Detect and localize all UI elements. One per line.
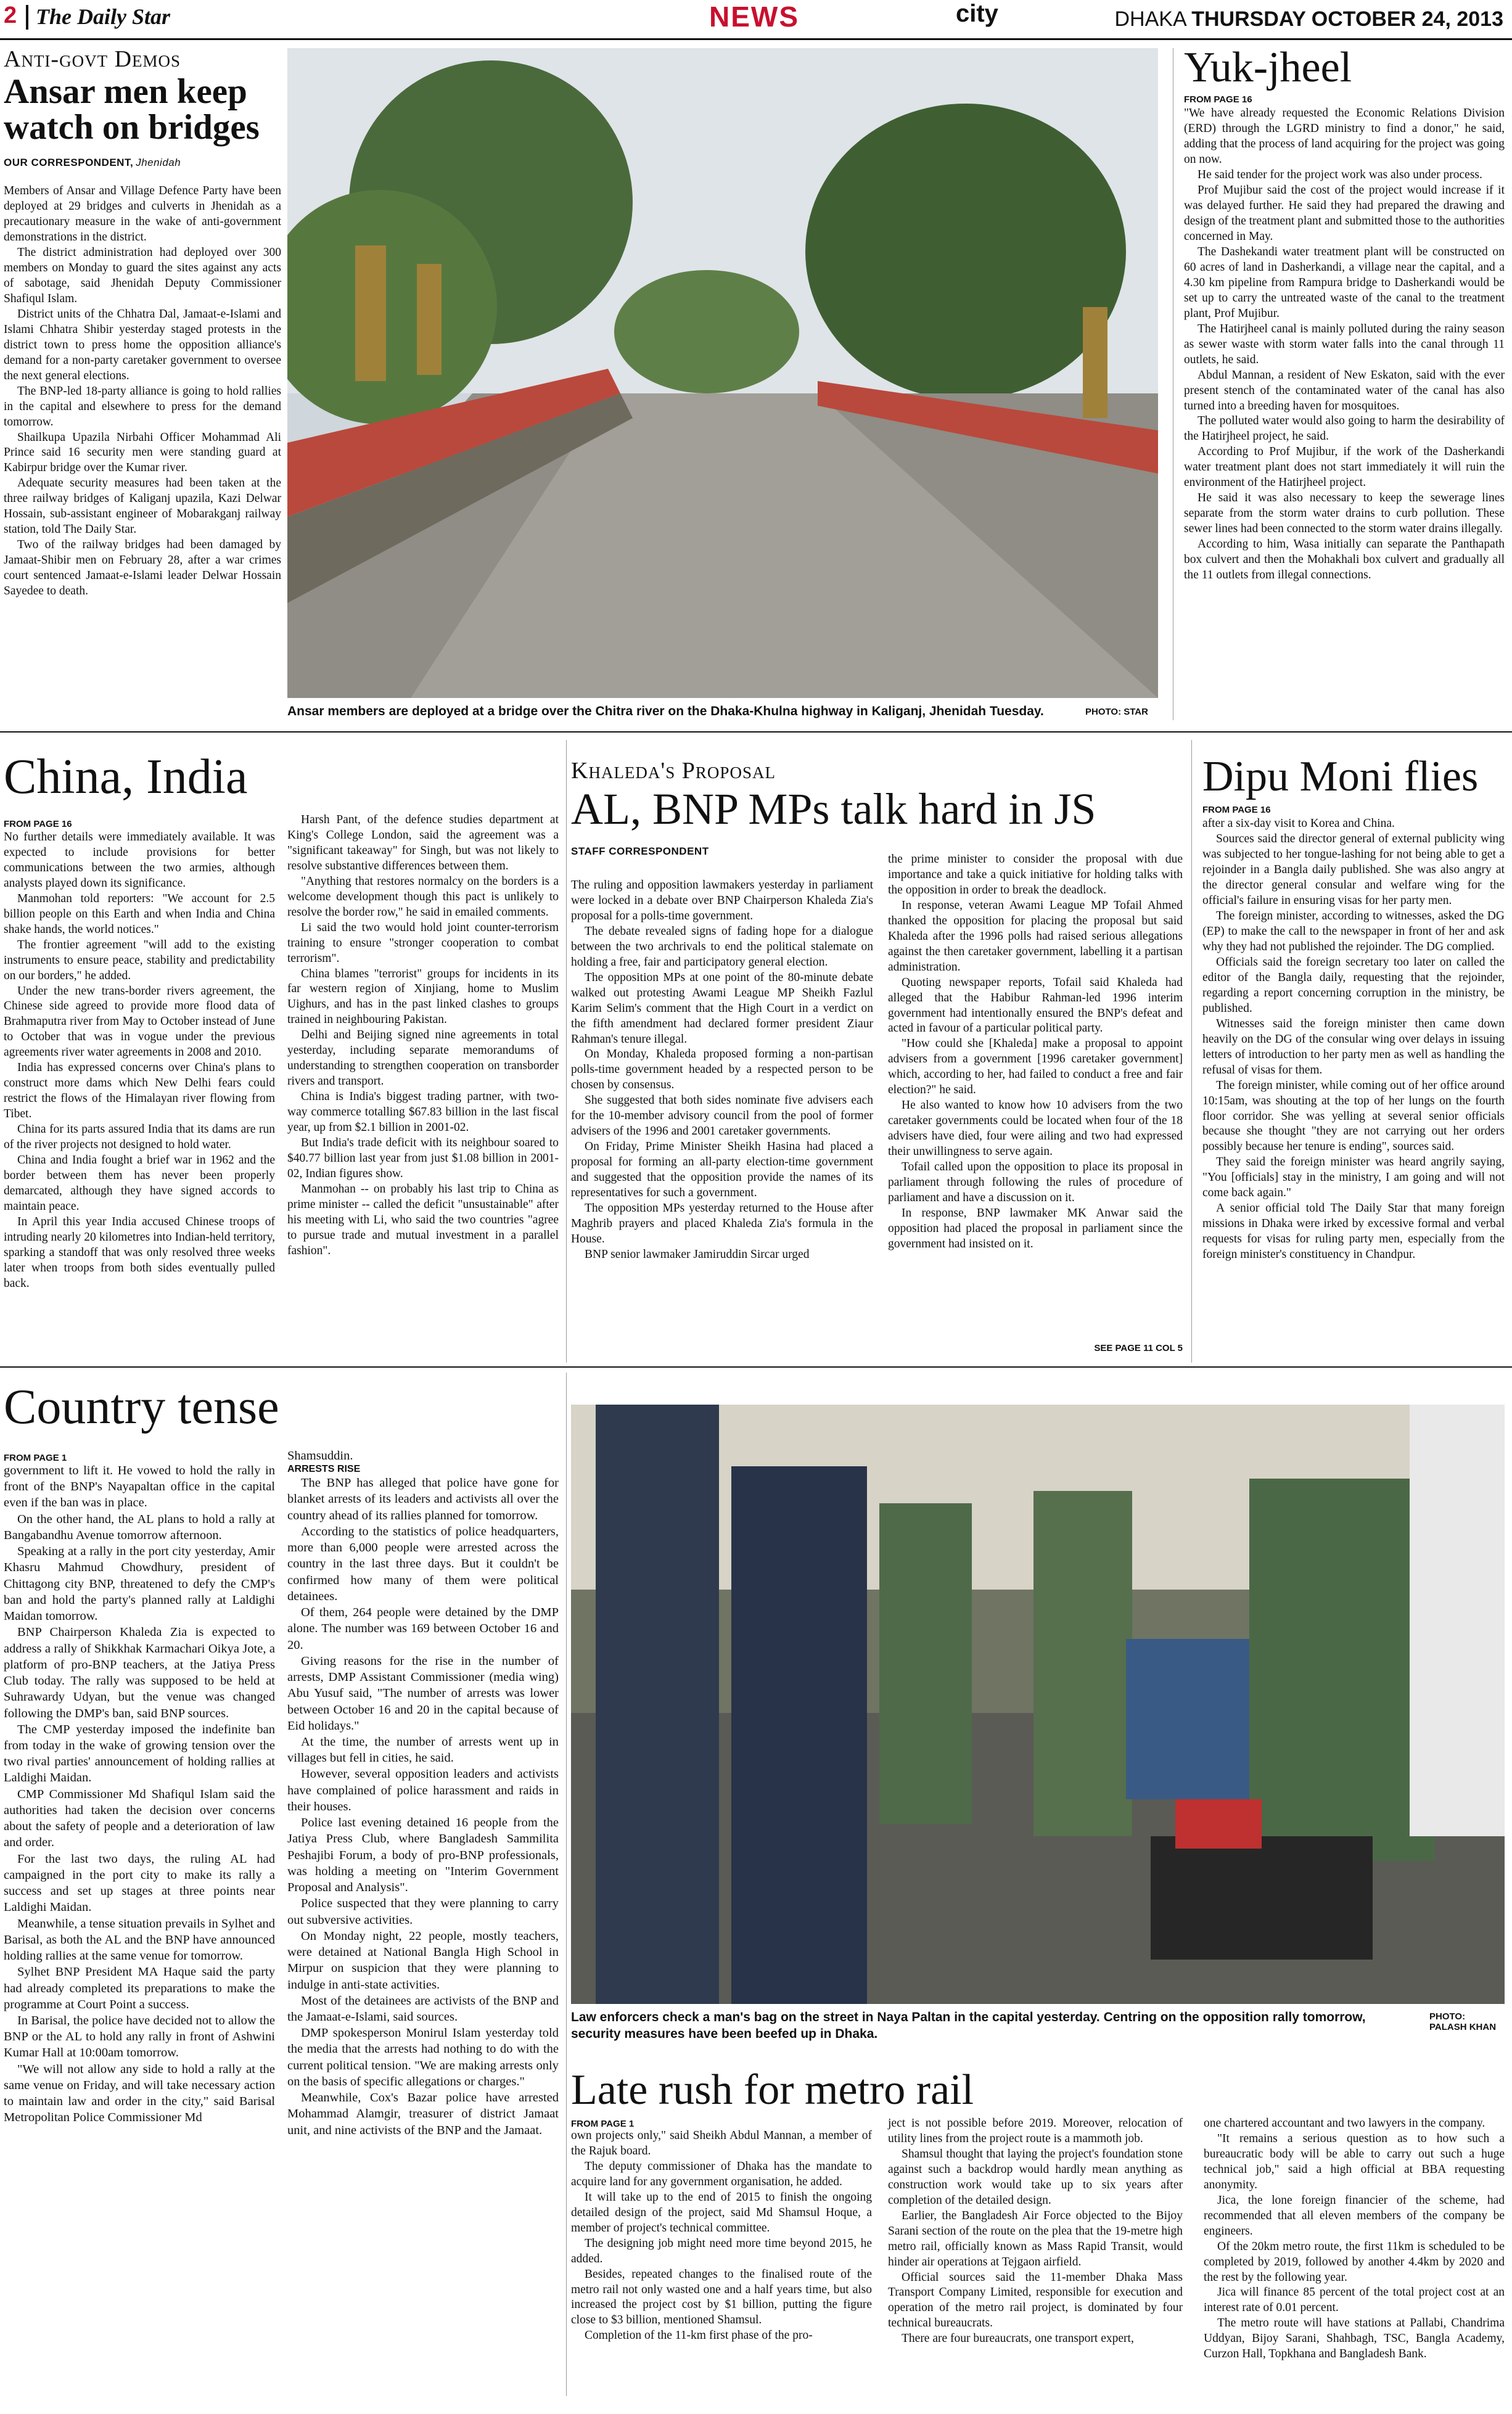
paragraph: The Dashekandi water treatment plant will be constructed on 60 acres of land in Dasherkandi, a village near the capital, and a 4.30 km pipeline from Rampura bridge to Dasherkandi would be set up to carry the untreated waste of the canal to the treatment plant, Prof Mujibur.: [1184, 245, 1505, 320]
khaleda-column-1: [571, 878, 873, 1263]
paragraph: On Monday, Khaleda proposed forming a non-partisan polls-time government headed by a respected person to be chosen by consensus.: [571, 1048, 873, 1092]
paragraph: Members of Ansar and Village Defence Party have been deployed at 29 bridges and culverts in Jhenidah as a precautionary measure in the wake of anti-government demonstrations in the district.: [4, 184, 281, 244]
paragraph: Of them, 264 people were detained by the DMP alone. The number was 169 between October 16 and 20.: [287, 1606, 559, 1652]
country-from-page: FROM PAGE 1: [4, 1453, 67, 1463]
paragraph: The BNP-led 18-party alliance is going to hold rallies in the capital and elsewhere to press for the demand tomorrow.: [4, 384, 281, 429]
page-number: 2: [4, 2, 17, 28]
police-photo-credit: [1429, 2011, 1496, 2032]
ansar-article: [4, 46, 281, 599]
paragraph: Li said the two would hold joint counter-terrorism training to ensure "stronger cooperation to combat terrorism".: [287, 921, 559, 965]
country-col2-body: [287, 1475, 559, 2138]
paragraph: The CMP yesterday imposed the indefinite ban from today in the wake of growing tension over the two rival parties' announcement of holding rallies at Laldighi Maidan.: [4, 1722, 275, 1785]
paragraph: At the time, the number of arrests went up in villages but fell in cities, he said.: [287, 1735, 559, 1765]
khaleda-column-2: [888, 852, 1183, 1252]
paragraph: The Hatirjheel canal is mainly polluted during the rainy season as sewer waste with storm water falls into the canal through 11 outlets, he said.: [1184, 322, 1505, 366]
yukjheel-body: [1184, 106, 1505, 583]
paragraph: But India's trade deficit with its neighbour soared to $40.77 billion last year from just $1.08 billion in 2001-02, Indian figures show.: [287, 1136, 559, 1180]
paragraph: Under the new trans-border rivers agreement, the Chinese side agreed to provide more flood data of Brahmaputra river from May to October instead of June to October that was in vogue under the previous agreements river water agreements in 2008 and 2010.: [4, 984, 275, 1059]
paragraph: China for its parts assured India that its dams are run of the river projects not designed to hold water.: [4, 1123, 275, 1152]
paragraph: Tofail called upon the opposition to place its proposal in parliament through following the rules of procedure of parliament and have a discussion on it.: [888, 1160, 1183, 1204]
ansar-headline[interactable]: Ansar men keep watch on bridges: [4, 72, 260, 147]
metro-headline[interactable]: Late rush for metro rail: [571, 2066, 974, 2114]
paragraph: ject is not possible before 2019. Moreover, relocation of utility lines from the project route is a mammoth job.: [888, 2117, 1183, 2145]
paragraph: District units of the Chhatra Dal, Jamaat-e-Islami and Islami Chhatra Shibir yesterday staged protests in the district town to press home the opposition alliance's demand for a non-party caretaker government to oversee the next general elections.: [4, 307, 281, 382]
paragraph: Manmohan -- on probably his last trip to China as prime minister -- called the deficit "unsustainable" after his meeting with Li, who said the two countries "agree to pursue trade and mutual investment in a parallel fashion".: [287, 1182, 559, 1257]
masthead: [0, 0, 1512, 40]
china-column-1: [4, 830, 275, 1292]
bridge-photo-image: [287, 48, 1158, 698]
khaleda-article: [571, 757, 1188, 858]
paragraph: Quoting newspaper reports, Tofail said Khaleda had alleged that the Habibur Rahman-led 1996 interim government had intentionally ensured the BNP's defeat and acted in favour of a particular political party.: [888, 975, 1183, 1035]
paragraph: Jica, the lone foreign financier of the scheme, had recommended that all eleven members of the company be engineers.: [1204, 2193, 1505, 2238]
paragraph: BNP Chairperson Khaleda Zia is expected to address a rally of Shikkhak Karmachari Oikya Jote, a platform of pro-BNP teachers, at the Jatiya Press Club today. The rally was supposed to be held at Suhrawardy Udyan, but the venue was changed following the DMP's ban, said BNP sources.: [4, 1625, 275, 1720]
yukjheel-headline[interactable]: Yuk-jheel: [1184, 44, 1352, 91]
paragraph: The BNP has alleged that police have gone for blanket arrests of its leaders and activists all over the country ahead of its rallies planned for tomorrow.: [287, 1476, 559, 1522]
paragraph: Speaking at a rally in the port city yesterday, Amir Khasru Mahmud Chowdhury, president of Chittagong city BNP, threatened to defy the CMP's ban and hold the party's planned rally at Laldighi Maidan tomorrow.: [4, 1545, 275, 1624]
paragraph: In April this year India accused Chinese troops of intruding nearly 20 kilometres into Indian-held territory, sparking a standoff that was only resolved three weeks later when troops from both sides eventually pulled back.: [4, 1215, 275, 1290]
paragraph: DMP spokesperson Monirul Islam yesterday told the media that the arrests had nothing to do with the current political tension. "We are making arrests only on the basis of specific allegations or charges.": [287, 2026, 559, 2088]
china-article: [4, 752, 565, 803]
bridge-photo-caption: Ansar members are deployed at a bridge over the Chitra river on the Dhaka-Khulna highway in Kaliganj, Jhenidah Tuesday.: [287, 704, 1044, 718]
dateline-city: DHAKA: [1114, 7, 1186, 31]
paragraph: CMP Commissioner Md Shafiqul Islam said the authorities had taken the decision over concerns about the safety of people and a deterioration of law and order.: [4, 1787, 275, 1850]
paragraph: government to lift it. He vowed to hold the rally in front of the BNP's Nayapaltan office in the capital even if the ban was in place.: [4, 1464, 275, 1510]
paragraph: She suggested that both sides nominate five advisers each for the 10-member advisory council from the pool of former advisers of the 1996 and 2001 caretaker governments.: [571, 1094, 873, 1138]
paragraph: The deputy commissioner of Dhaka has the mandate to acquire land for any government organisation, he added.: [571, 2159, 872, 2188]
paragraph: No further details were immediately available. It was expected to include provisions for better communications between the two armies, although analysts played down its significance.: [4, 831, 275, 890]
paragraph: The frontier agreement "will add to the existing instruments to ensure peace, stability and predictability on our borders," he added.: [4, 938, 275, 982]
paragraph: Official sources said the 11-member Dhaka Mass Transport Company Limited, responsible for execution and operation of the metro rail project, is dominated by four technical bureaucrats.: [888, 2270, 1183, 2330]
paragraph: Sylhet BNP President MA Haque said the party had already completed its preparations to make the programme at Court Point a success.: [4, 1965, 275, 2011]
paragraph: The ruling and opposition lawmakers yesterday in parliament were locked in a debate over BNP Chairperson Khaleda Zia's proposal for a polls-time government.: [571, 879, 873, 922]
page-number-divider: [26, 5, 28, 30]
metro-column-1: [571, 2129, 872, 2344]
bridge-photo[interactable]: [287, 48, 1158, 698]
metro-from-page: FROM PAGE 1: [571, 2119, 635, 2129]
country-column-1: [4, 1463, 275, 2126]
paragraph: China blames "terrorist" groups for incidents in its far western region of Xinjiang, home to Muslim Uighurs, and has in the past linked clashes to groups trained in neighbouring Pakistan.: [287, 967, 559, 1027]
country-subhead: ARRESTS RISE: [287, 1464, 361, 1475]
paragraph: Prof Mujibur said the cost of the project would increase if it was delayed further. He said they had prepared the drawing and design of the treatment plant and submitted those to the authorities concerned in May.: [1184, 184, 1505, 244]
paragraph: BNP senior lawmaker Jamiruddin Sircar urged: [585, 1247, 810, 1261]
paragraph: It will take up to the end of 2015 to finish the ongoing detailed design of the project, said Md Shamsul Hoque, a member of project's technical committee.: [571, 2190, 872, 2235]
paragraph: Manmohan told reporters: "We account for 2.5 billion people on this Earth and when India and China shake hands, the world notices.": [4, 892, 275, 936]
china-headline[interactable]: China, India: [4, 750, 248, 804]
paragraph: Earlier, the Bangladesh Air Force objected to the Bijoy Sarani section of the route on the plea that the 19-metre high metro rail, officially known as Mass Rapid Transit, would hinder air operations at Tejgaon airfield.: [888, 2209, 1183, 2268]
paragraph: China is India's biggest trading partner, with two-way commerce totalling $67.83 billion in the last fiscal year, up from $2.1 billion in 2001-02.: [287, 1090, 559, 1135]
paragraph: There are four bureaucrats, one transport expert,: [902, 2332, 1134, 2346]
paragraph: For the last two days, the ruling AL had campaigned in the port city to make its rally a success and set up stages at three points near Laldighi Maidan.: [4, 1852, 275, 1915]
china-column-2: [287, 813, 559, 1259]
paragraph: According to him, Wasa initially can separate the Panthapath box culvert and then the Mohakhali box culvert and gradually all the 11 outlets from illegal connections.: [1184, 538, 1505, 581]
paragraph: In response, veteran Awami League MP Tofail Ahmed thanked the opposition for placing the proposal but said Khaleda after the 1996 polls had raised serious allegations against the then caretaker government, labelling it a partisan administration.: [888, 898, 1183, 974]
paragraph: Witnesses said the foreign minister then came down heavily on the DG of the consular wing over delays in issuing letters of introduction to her party men as well as handling the refusal of visas for them.: [1202, 1017, 1505, 1077]
paragraph: Meanwhile, a tense situation prevails in Sylhet and Barisal, as both the AL and the BNP have announced holding rallies at the same venue for tomorrow.: [4, 1916, 275, 1963]
paragraph: They said the foreign minister was heard angrily saying, "You [officials] stay in the ministry, I am going and will not come back again.": [1202, 1156, 1505, 1200]
china-from-page: FROM PAGE 16: [4, 819, 72, 829]
paragraph: Meanwhile, Cox's Bazar police have arrested Mohammad Alamgir, treasurer of district Jamaat unit, and nine activists of the BNP and the Jamaat.: [287, 2091, 559, 2137]
paragraph: Shailkupa Upazila Nirbahi Officer Mohammad Ali Prince said 16 security men were standing guard at Kabirpur bridge over the Kumar river.: [4, 430, 281, 475]
country-headline[interactable]: Country tense: [4, 1380, 279, 1434]
paragraph: Completion of the 11-km first phase of the pro-: [585, 2329, 813, 2342]
paragraph: In Barisal, the police have decided not to allow the BNP or the AL to hold any rally in front of Ashwini Kumar Hall at 10:00am tomorrow.: [4, 2013, 275, 2060]
paragraph: Most of the detainees are activists of the BNP and the Jamaat-e-Islami, said sources.: [287, 1993, 559, 2024]
police-photo[interactable]: [571, 1405, 1505, 2004]
yukjheel-article: [1184, 46, 1505, 583]
country-article: [4, 1382, 559, 1433]
paragraph: Of the 20km metro route, the first 11km is scheduled to be completed by 2019, followed by another 4.4km by 2020 and the rest by the following year.: [1204, 2240, 1505, 2284]
dipu-from-page: FROM PAGE 16: [1202, 805, 1271, 816]
paragraph: Jica will finance 85 percent of the total project cost at an interest rate of 0.01 percent.: [1204, 2286, 1505, 2315]
paragraph: Harsh Pant, of the defence studies department at King's College London, said the agreement was a "significant takeaway" for Singh, but was not likely to resolve substantive differences between them.: [287, 813, 559, 872]
paragraph: Police last evening detained 16 people from the Jatiya Press Club, where Bangladesh Sammilita Peshajibi Forum, a body of pro-BNP professionals, was holding a meeting on "Interim Government Proposal and Analysis".: [287, 1816, 559, 1895]
dipu-article: [1202, 755, 1505, 1263]
paragraph: The metro route will have stations at Pallabi, Chandrima Uddyan, Bijoy Sarani, Shahbagh, TSC, Bangla Academy, Curzon Hall, Topkhana and Bangladesh Bank.: [1204, 2317, 1505, 2361]
paragraph: Sources said the director general of external publicity wing was subjected to her tongue-lashing for not being able to get a rejoinder in a Bangla daily published. She was also angry at the director general consular and welfare wing for the official's failure in ensuring visas for her party men.: [1202, 832, 1505, 908]
dateline: [1114, 7, 1503, 31]
khaleda-kicker: Khaleda's Proposal: [571, 758, 776, 784]
country-col2-lead: Shamsuddin.: [287, 1449, 353, 1463]
section-label: NEWS: [709, 1, 799, 33]
paragraph: one chartered accountant and two lawyers in the company.: [1204, 2117, 1485, 2130]
paragraph: China and India fought a brief war in 1962 and the border between them has never been properly demarcated, although they have signed accords to maintain peace.: [4, 1154, 275, 1213]
paragraph: "How could she [Khaleda] make a proposal to appoint advisers from a government [1996 caretaker government] which, according to her, had failed to conduct a free and fair election?" he said.: [888, 1037, 1183, 1097]
paragraph: "We have already requested the Economic Relations Division (ERD) through the LGRD ministry to find a donor," he said, adding that the process of land acquiring for the project was going on now.: [1184, 107, 1505, 166]
yukjheel-from-page: FROM PAGE 16: [1184, 94, 1252, 105]
police-photo-credit-label: PHOTO:: [1429, 2011, 1466, 2022]
paragraph: after a six-day visit to Korea and China.: [1202, 817, 1395, 831]
paragraph: Officials said the foreign secretary too later on called the editor of the Bangla daily, requesting that the rejoinder, regarding a report concerning corruption in the ministry, be published.: [1202, 955, 1505, 1015]
khaleda-see-page[interactable]: SEE PAGE 11 COL 5: [1094, 1343, 1183, 1353]
paragraph: Police suspected that they were planning to carry out subversive activities.: [287, 1897, 559, 1927]
paragraph: The designing job might need more time beyond 2015, he added.: [571, 2236, 872, 2265]
paragraph: According to the statistics of police headquarters, more than 6,000 people were arrested across the country in the last three days. But it couldn't be confirmed how many of them were political detainees.: [287, 1524, 559, 1603]
dipu-headline[interactable]: Dipu Moni flies: [1202, 753, 1479, 800]
police-photo-caption: Law enforcers check a man's bag on the street in Naya Paltan in the capital yesterday. Centring on the opposition rally tomorrow, security measures have been beefed up in Dhaka.: [571, 2010, 1366, 2042]
paragraph: The opposition MPs at one point of the 80-minute debate walked out protesting Awami League MP Sheikh Fazlul Karim Selim's comment that the High Court in a verdict on the fifth amendment had declared former president Ziaur Rahman's tenure illegal.: [571, 971, 873, 1046]
metro-column-2: [888, 2116, 1183, 2347]
ansar-byline-place: Jhenidah: [136, 157, 181, 169]
dipu-body: [1202, 816, 1505, 1263]
paragraph: "It remains a serious question as to how such a bureaucratic body will be able to carry out such a huge technical job," said a high official at BBA requesting anonymity.: [1204, 2132, 1505, 2191]
dateline-date: THURSDAY OCTOBER 24, 2013: [1191, 7, 1503, 31]
khaleda-byline: STAFF CORRESPONDENT: [571, 845, 709, 858]
paragraph: He said it was also necessary to keep the sewerage lines separate from the storm water drains to curb pollution. These sewer lines had been connected to the storm water drains illegally.: [1184, 491, 1505, 536]
khaleda-headline[interactable]: AL, BNP MPs talk hard in JS: [571, 784, 1096, 834]
paragraph: A senior official told The Daily Star that many foreign missions in Dhaka were irked by excessive formal and verbal requests for visas for ruling party men, especially from the foreign minister's constituency in Chandpur.: [1202, 1202, 1505, 1262]
ansar-byline: OUR CORRESPONDENT,: [4, 157, 134, 169]
bridge-photo-credit: PHOTO: STAR: [1085, 707, 1148, 717]
paragraph: Shamsul thought that laying the project's foundation stone against such a backdrop would hardly mean anything as construction work would take up to six years after completion of the detailed design.: [888, 2147, 1183, 2207]
paragraph: On the other hand, the AL plans to hold a rally at Bangabandhu Avenue tomorrow afternoon.: [4, 1512, 275, 1542]
metro-column-3: [1204, 2116, 1505, 2362]
paper-logo: The Daily Star: [36, 4, 171, 29]
paragraph: own projects only," said Sheikh Abdul Mannan, a member of the Rajuk board.: [571, 2129, 872, 2157]
ansar-body: [4, 184, 281, 599]
country-column-2: [287, 1448, 559, 2138]
subsection-label: city: [956, 0, 998, 27]
paragraph: He said tender for the project work was also under process.: [1198, 168, 1482, 182]
paragraph: Adequate security measures had been taken at the three railway bridges of Kaliganj upazila, Kazi Delwar Hossain, sub-assistant engineer of Mobarakganj railway station, told The Daily Star.: [4, 477, 281, 536]
column-divider: [566, 740, 567, 1363]
police-photo-credit-name: PALASH KHAN: [1429, 2022, 1497, 2032]
paragraph: However, several opposition leaders and activists have complained of police harassment and raids in their houses.: [287, 1767, 559, 1813]
horizontal-rule: [0, 1366, 1512, 1368]
paragraph: On Monday night, 22 people, mostly teachers, were detained at National Bangla High School in Mirpur on suspicion that they were planning to indulge in anti-state activities.: [287, 1929, 559, 1992]
paragraph: The polluted water would also going to harm the desirability of the Hatirjheel project, he said.: [1184, 414, 1505, 443]
paragraph: The debate revealed signs of fading hope for a dialogue between the two archrivals to end the political stalemate on holding a free, fair and participatory general election.: [571, 924, 873, 969]
ansar-kicker: Anti-govt Demos: [4, 46, 181, 72]
paragraph: Delhi and Beijing signed nine agreements in total yesterday, including separate memorandums of understanding to strengthen cooperation on transborder rivers and transport.: [287, 1028, 559, 1088]
horizontal-rule: [0, 731, 1512, 733]
police-photo-image: [571, 1405, 1505, 2004]
paragraph: India has expressed concerns over China's plans to construct more dams which New Delhi fears could restrict the flows of the Himalayan river flowing from Tibet.: [4, 1061, 275, 1121]
paragraph: "We will not allow any side to hold a rally at the same venue on Friday, and will take necessary action to maintain law and order in the city," said Barisal Metropolitan Police Commissioner Md: [4, 2062, 275, 2125]
paragraph: In response, BNP lawmaker MK Anwar said the opposition had placed the proposal in parliament since the government had insisted on it.: [888, 1206, 1183, 1250]
paragraph: On Friday, Prime Minister Sheikh Hasina had placed a proposal for forming an all-party election-time government and suggested that the opposition provide the names of its representatives for such a government.: [571, 1140, 873, 1200]
paragraph: Giving reasons for the rise in the number of arrests, DMP Assistant Commissioner (media wing) Abu Yusuf said, "The number of arrests was lower between October 16 and 20 in the capital because of Eid holidays.": [287, 1654, 559, 1733]
paragraph: Two of the railway bridges had been damaged by Jamaat-Shibir men on February 28, after a war crimes court sentenced Jamaat-e-Islami leader Delwar Hossain Sayedee to death.: [4, 538, 281, 598]
paragraph: the prime minister to consider the proposal with due importance and take a quick initiative for holding talks with the opposition in order to break the deadlock.: [888, 853, 1183, 897]
paragraph: Abdul Mannan, a resident of New Eskaton, said with the ever present stench of the contaminated water of the canal has also turned into a breeding haven for mosquitoes.: [1184, 368, 1505, 413]
paragraph: The district administration had deployed over 300 members on Monday to guard the sites against any acts of sabotage, said Jhenidah Deputy Commissioner Shafiqul Islam.: [4, 246, 281, 305]
paragraph: According to Prof Mujibur, if the work of the Dasherkandi water treatment plant does not start immediately it will ruin the environment of the Hatirjheel project.: [1184, 445, 1505, 490]
paragraph: "Anything that restores normalcy on the borders is a welcome development though this pact is unlikely to resolve the border row," he said in emailed comments.: [287, 874, 559, 919]
column-divider: [566, 1373, 567, 2396]
paragraph: The foreign minister, while coming out of her office around 10:15am, was shouting at the top of her lungs on the fourth floor corridor. She was yelling at several senior officials because she thought "they are not carrying out her orders possibly because her tenure is ending", sources said.: [1202, 1078, 1505, 1154]
column-divider: [1191, 740, 1192, 1363]
paragraph: Besides, repeated changes to the finalised route of the metro rail not only wasted one and a half years time, but also increased the project cost by $1 billion, putting the figure close to $3 billion, mentioned Shamsul.: [571, 2267, 872, 2327]
paragraph: He also wanted to know how 10 advisers from the two caretaker governments could be located when four of the 18 advisers have died, four were ailing and two had expressed their unwillingness to serve again.: [888, 1099, 1183, 1159]
metro-article: [571, 2068, 1188, 2112]
paragraph: The opposition MPs yesterday returned to the House after Maghrib prayers and placed Khaleda Zia's formula in the House.: [571, 1202, 873, 1246]
paragraph: The foreign minister, according to witnesses, asked the DG (EP) to make the call to the newspaper in front of her and ask why they had not published the rejoinder. The DG complied.: [1202, 909, 1505, 954]
